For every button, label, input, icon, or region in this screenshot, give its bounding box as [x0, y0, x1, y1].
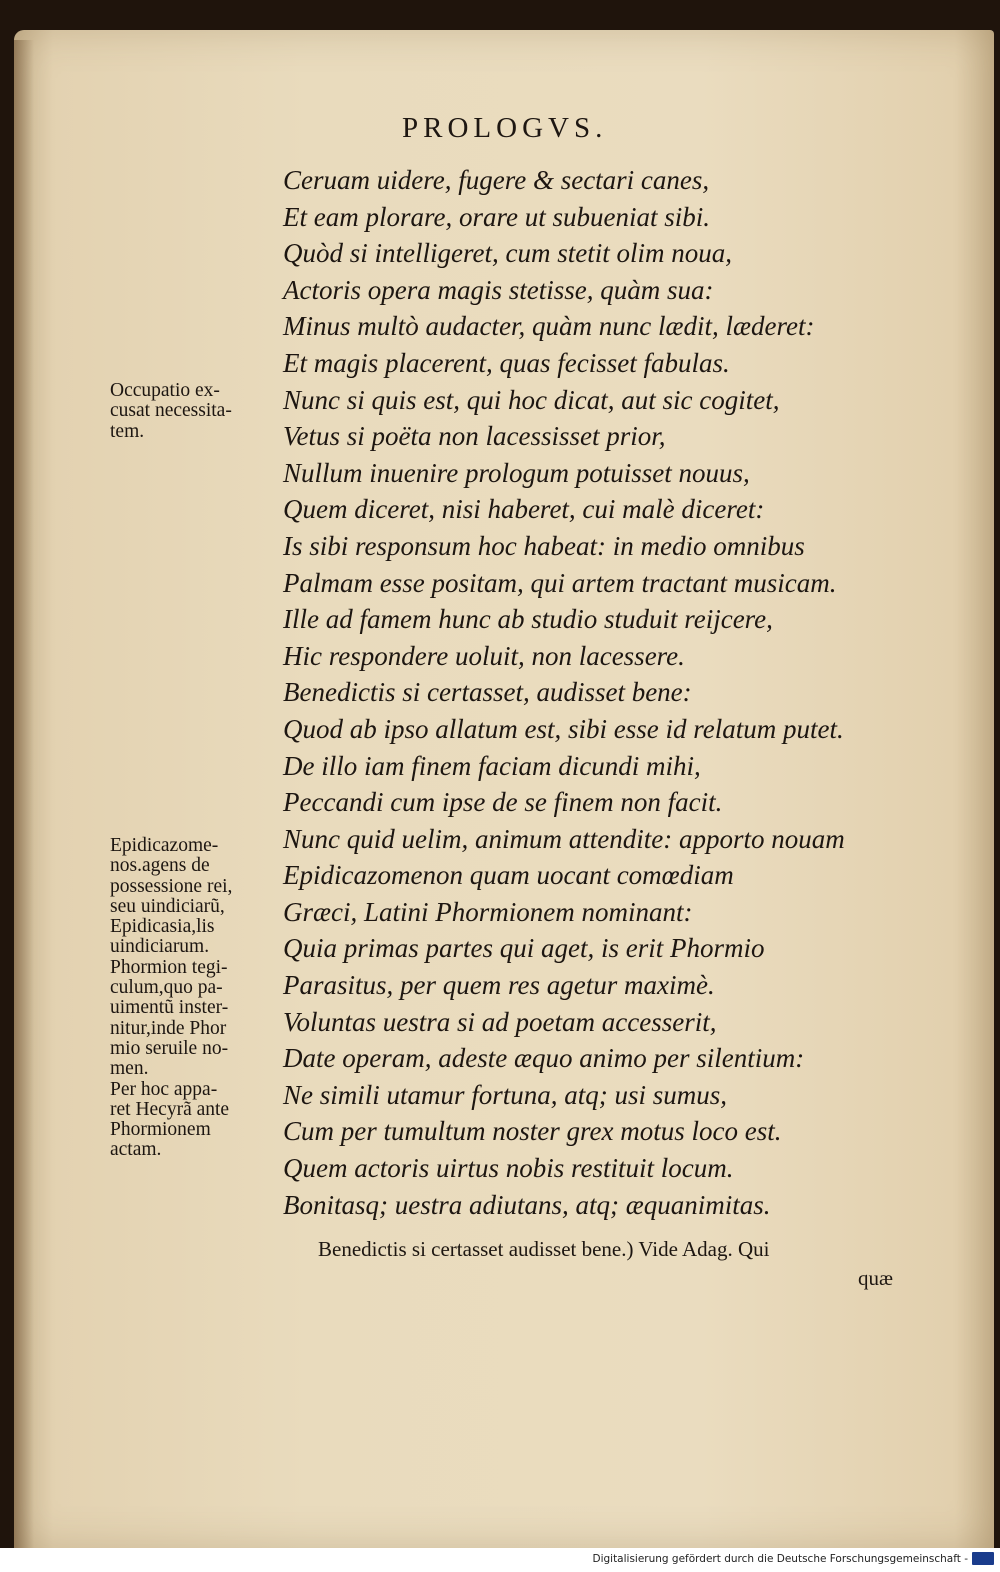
- marginal-note-line: ret Hecyrã ante: [110, 1098, 230, 1120]
- marginal-note-line: culum,quo pa-: [110, 977, 223, 999]
- marginal-note-line: cusat necessita-: [110, 400, 232, 422]
- marginal-note-line: mio seruile no-: [110, 1037, 229, 1059]
- verse-line: Græci, Latini Phormionem nominant:: [283, 896, 693, 927]
- digitization-credit: Digitalisierung gefördert durch die Deutsche Forschungsgemeinschaft -: [592, 1553, 968, 1565]
- verse-line: Quòd si intelligeret, cum stetit olim noua,: [283, 238, 732, 269]
- verse-line: Ceruam uidere, fugere & sectari canes,: [283, 165, 710, 195]
- verse-line: Quod ab ipso allatum est, sibi esse id relatum putet.: [283, 713, 844, 744]
- verse-line: Nullum inuenire prologum potuisset nouus,: [283, 457, 750, 488]
- verse-line: Quem actoris uirtus nobis restituit locum.: [283, 1153, 734, 1184]
- verse-line: Quem diceret, nisi haberet, cui malè diceret:: [283, 494, 765, 525]
- marginal-note-line: actam.: [110, 1139, 162, 1161]
- commentary-footnote: Benedictis si certasset audisset bene.) Vide Adag. Qui: [318, 1237, 770, 1261]
- verse-line: Voluntas uestra si ad poetam accesserit,: [283, 1006, 717, 1037]
- marginal-note-line: uindiciarum.: [110, 936, 210, 958]
- verse-line: Cum per tumultum noster grex motus loco est.: [283, 1116, 782, 1147]
- marginal-note-line: seu uindiciarũ,: [110, 895, 225, 917]
- page-gutter-shadow: [14, 40, 34, 1548]
- marginal-note-line: uimentũ inster-: [110, 997, 229, 1019]
- verse-line: Et eam plorare, orare ut subueniat sibi.: [283, 201, 710, 232]
- verse-line: Actoris opera magis stetisse, quàm sua:: [283, 274, 714, 305]
- verse-line: Ne simili utamur fortuna, atq; usi sumus,: [283, 1079, 728, 1110]
- verse-line: Nunc si quis est, qui hoc dicat, aut sic cogitet,: [283, 384, 780, 415]
- marginal-note-line: tem.: [110, 420, 145, 442]
- dfg-logo-icon: [972, 1552, 994, 1565]
- marginal-note-occupatio: [110, 381, 232, 442]
- marginal-note-line: Phormion tegi-: [110, 956, 228, 978]
- verse-line: Et magis placerent, quas fecisset fabulas.: [283, 347, 730, 378]
- verse-line: Is sibi responsum hoc habeat: in medio omnibus: [283, 530, 805, 561]
- verse-line: Bonitasq; uestra adiutans, atq; æquanimitas.: [283, 1189, 771, 1220]
- marginal-note-epidicazomenos: [110, 836, 232, 1161]
- catchword: quæ: [858, 1266, 894, 1290]
- verse-line: Minus multò audacter, quàm nunc lædit, læderet:: [283, 311, 815, 342]
- verse-line: Benedictis si certasset, audisset bene:: [283, 677, 692, 708]
- verse-line: Nunc quid uelim, animum attendite: apporto nouam: [283, 823, 845, 854]
- verse-block: [283, 162, 845, 1223]
- verse-line: Date operam, adeste æquo animo per silentium:: [283, 1043, 805, 1074]
- marginal-note-line: nos.agens de: [110, 855, 210, 877]
- verse-line: Parasitus, per quem res agetur maximè.: [283, 970, 715, 1001]
- verse-line: Epidicazomenon quam uocant comœdiam: [283, 860, 734, 891]
- verse-line: Quia primas partes qui aget, is erit Phormio: [283, 933, 765, 964]
- marginal-note-line: men.: [110, 1058, 149, 1080]
- marginal-note-line: Per hoc appa-: [110, 1078, 218, 1100]
- marginal-note-line: Occupatio ex-: [110, 380, 220, 401]
- verse-line: Palmam esse positam, qui artem tractant musicam.: [283, 567, 837, 598]
- marginal-note-line: Epidicazome-: [110, 835, 219, 856]
- verse-line: Peccandi cum ipse de se finem non facit.: [283, 787, 723, 818]
- marginal-note-line: Phormionem: [110, 1119, 211, 1141]
- marginal-note-line: Epidicasia,lis: [110, 916, 215, 938]
- marginal-note-line: possessione rei,: [110, 875, 233, 897]
- running-title: PROLOGVS.: [402, 112, 608, 144]
- verse-line: De illo iam finem faciam dicundi mihi,: [283, 750, 701, 781]
- marginal-note-line: nitur,inde Phor: [110, 1017, 227, 1039]
- verse-line: Hic respondere uoluit, non lacessere.: [283, 640, 685, 671]
- verse-line: Vetus si poëta non lacessisset prior,: [283, 421, 666, 452]
- verse-line: Ille ad famem hunc ab studio studuit reijcere,: [283, 604, 773, 635]
